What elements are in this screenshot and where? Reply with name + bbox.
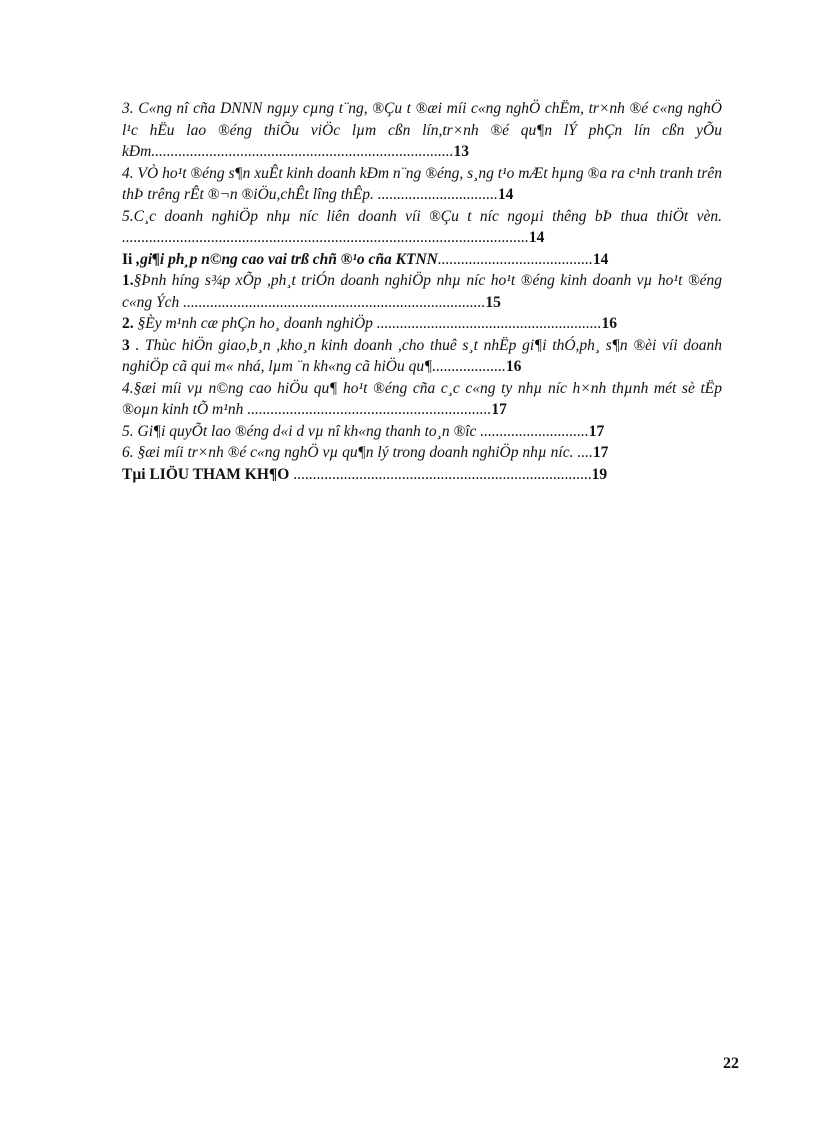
toc-entry-ii-1[interactable] bbox=[122, 270, 722, 313]
toc-entry-5[interactable] bbox=[122, 206, 722, 249]
toc-entry-page: 14 bbox=[528, 229, 545, 246]
table-of-contents bbox=[122, 98, 722, 485]
toc-entry-number: 2. bbox=[122, 315, 134, 332]
toc-entry-text: 3. C«ng nî cña DNNN ngµy cµng t¨ng, ®Çu t ®æi míi c«ng nghÖ chËm, tr×nh ®é c«ng nghÖ l¹c hËu lao ®éng thiÕu viÖc lµm cßn lín,tr×nh ®é qu¶n lÝ phÇn lín cßn yÕu kÐm bbox=[122, 100, 722, 160]
toc-entry-leader: ......................................................................................................... bbox=[122, 229, 529, 246]
toc-entry-text: §Èy m¹nh cæ phÇn ho¸ doanh nghiÖp bbox=[137, 315, 373, 332]
toc-entry-page: 15 bbox=[485, 293, 501, 311]
toc-entry-leader: .......................................................... bbox=[372, 315, 602, 332]
toc-entry-number: 3 bbox=[122, 336, 130, 354]
toc-entry-page: 17 bbox=[588, 422, 605, 440]
toc-references-title: Tµi LIÖU THAM KH¶O bbox=[122, 465, 290, 483]
toc-entry-page: 14 bbox=[497, 186, 514, 203]
toc-entry-leader: .............................................................................. bbox=[179, 293, 486, 311]
toc-entry-leader: ............................... bbox=[373, 186, 498, 203]
toc-section-ii[interactable] bbox=[122, 249, 722, 271]
toc-entry-leader: .................. bbox=[436, 358, 506, 375]
toc-entry-3[interactable] bbox=[122, 98, 722, 163]
toc-entry-4[interactable] bbox=[122, 163, 722, 206]
toc-entry-page: 16 bbox=[505, 358, 522, 375]
toc-entry-leader: ............................................................... bbox=[243, 401, 492, 418]
toc-entry-leader: ............................................................................. bbox=[289, 465, 592, 483]
toc-entry-text: 5.C¸c doanh nghiÖp nhµ níc liên doanh víi ®Çu t níc ngoµi thêng bÞ thua thiÖt vèn. bbox=[122, 207, 722, 225]
toc-entry-text: 5. Gi¶i quyÕt lao ®éng d«i d vµ nî kh«ng thanh to¸n ®îc bbox=[122, 422, 477, 440]
toc-entry-text: 4.§æi míi vµ n©ng cao hiÖu qu¶ ho¹t ®éng cña c¸c c«ng ty nhµ níc h×nh thµnh mét sè tËp ®oµn kinh tÕ m¹nh bbox=[122, 379, 722, 418]
toc-entry-ii-4[interactable] bbox=[122, 378, 722, 421]
toc-entry-ii-3[interactable] bbox=[122, 335, 722, 378]
toc-section-numeral: Ii bbox=[122, 250, 133, 268]
toc-entry-leader: .... bbox=[573, 444, 593, 461]
toc-entry-leader: ........................................ bbox=[437, 250, 593, 268]
toc-references[interactable] bbox=[122, 464, 722, 486]
toc-entry-text: 4. VÒ ho¹t ®éng s¶n xuÊt kinh doanh kÐm n¨ng ®éng, s¸ng t¹o mÆt hµng ®a ra c¹nh tranh trên thÞ trêng rÊt ®¬n ®iÖu,chÊt lîng thÊp. bbox=[122, 164, 722, 203]
toc-entry-number: 1. bbox=[122, 272, 134, 289]
toc-entry-ii-6[interactable] bbox=[122, 442, 722, 464]
toc-entry-page: 17 bbox=[491, 401, 507, 418]
page-number: 22 bbox=[723, 1055, 739, 1072]
toc-entry-leader: .............................................................................. bbox=[151, 143, 454, 160]
toc-entry-ii-5[interactable] bbox=[122, 421, 722, 443]
toc-entry-text: 6. §æi míi tr×nh ®é c«ng nghÖ vµ qu¶n lý trong doanh nghiÖp nhµ níc. bbox=[122, 444, 574, 461]
toc-entry-ii-2[interactable] bbox=[122, 313, 722, 335]
toc-entry-text: §Þnh híng s¾p xÕp ,ph¸t triÓn doanh nghiÖp nhµ níc ho¹t ®éng kinh doanh vµ ho¹t ®éng c«ng Ých bbox=[122, 272, 722, 311]
toc-entry-page: 16 bbox=[601, 315, 618, 332]
toc-entry-leader: ............................ bbox=[476, 422, 589, 440]
toc-entry-page: 17 bbox=[592, 444, 609, 461]
toc-entry-page: 14 bbox=[592, 250, 609, 268]
toc-entry-page: 13 bbox=[453, 143, 470, 160]
toc-section-title: ,gi¶i ph¸p n©ng cao vai trß chñ ®¹o cña KTNN bbox=[136, 250, 438, 268]
toc-entry-page: 19 bbox=[591, 465, 608, 483]
toc-entry-text: . Thùc hiÖn giao,b¸n ,kho¸n kinh doanh ,cho thuê s¸t nhËp gi¶i thÓ,ph¸ s¶n ®èi víi doanh nghiÖp cã qui m« nhá, lµm ¨n kh«ng cã hiÖu qu¶. bbox=[122, 336, 723, 375]
